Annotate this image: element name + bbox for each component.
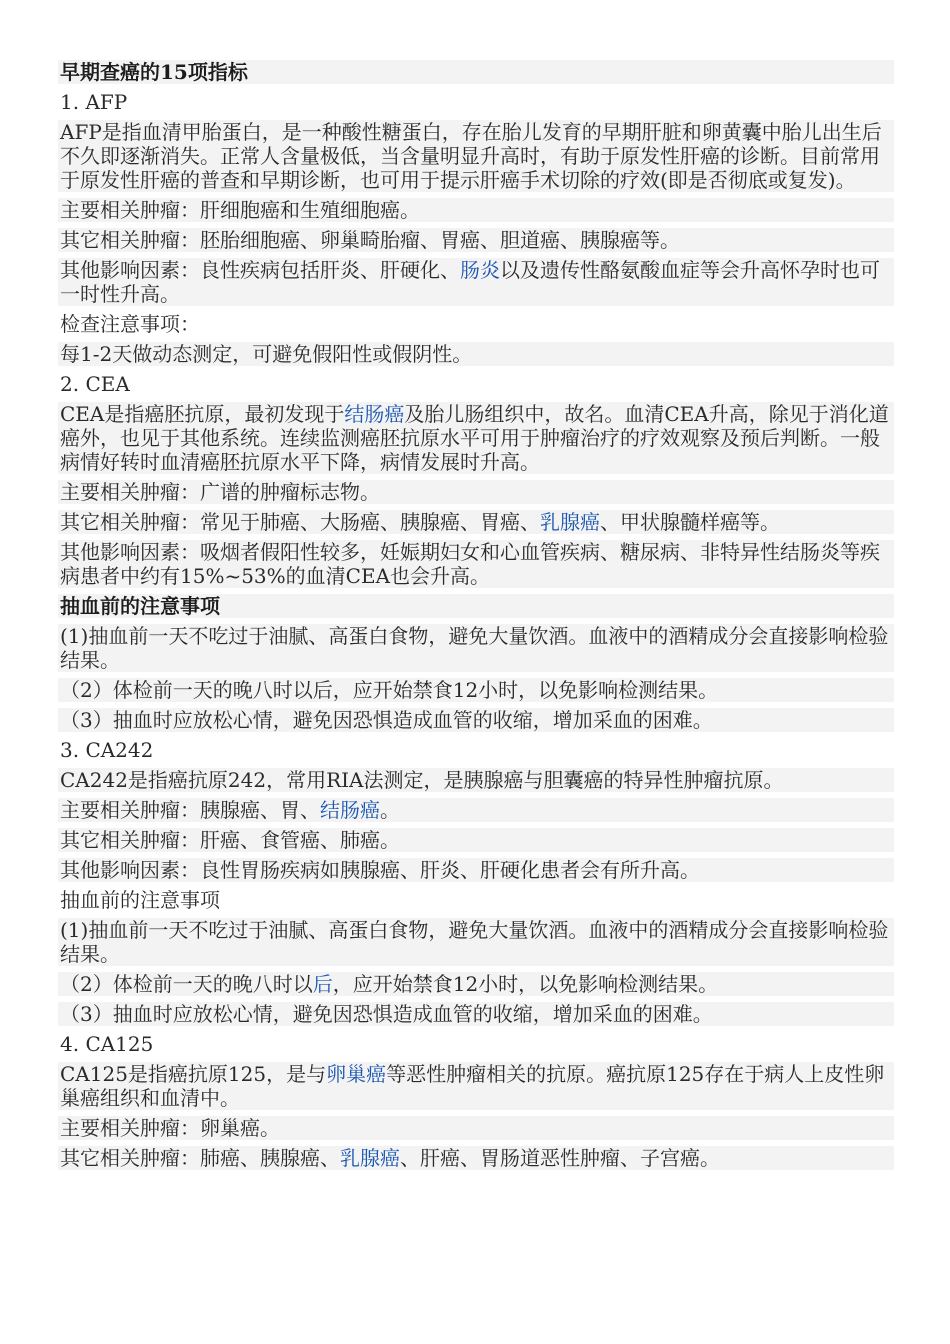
link-enteritis[interactable]: 肠炎	[460, 258, 500, 282]
afp-notice-label: 检查注意事项：	[58, 312, 894, 336]
ca125-other-tumors	[58, 1146, 894, 1170]
cea-other-text-end: 、甲状腺髓样癌等。	[600, 510, 780, 534]
link-colon-cancer-2[interactable]: 结肠癌	[320, 798, 380, 822]
link-breast-cancer-2[interactable]: 乳腺癌	[340, 1146, 400, 1170]
link-ovarian-cancer[interactable]: 卵巢癌	[326, 1062, 387, 1086]
ca125-heading: 4. CA125	[58, 1032, 894, 1056]
link-after[interactable]: 后	[312, 972, 333, 996]
blood-notice-2-item-2	[58, 972, 894, 996]
blood-notice-heading: 抽血前的注意事项	[58, 594, 894, 618]
cea-other-text: 其它相关肿瘤：常见于肺癌、大肠癌、胰腺癌、胃癌、	[60, 510, 540, 534]
blood-notice-item-1: (1)抽血前一天不吃过于油腻、高蛋白食物，避免大量饮酒。血液中的酒精成分会直接影响检验结果。	[58, 624, 894, 672]
ca125-other-text-end: 、肝癌、胃肠道恶性肿瘤、子宫癌。	[400, 1146, 720, 1170]
blood-notice-2-item-3: （3）抽血时应放松心情，避免因恐惧造成血管的收缩，增加采血的困难。	[58, 1002, 894, 1026]
blood-notice-2-item-2-text-end: ，应开始禁食12小时，以免影响检测结果。	[332, 972, 719, 996]
blood-notice-heading-2: 抽血前的注意事项	[58, 888, 894, 912]
ca125-description	[58, 1062, 894, 1110]
ca242-main-text: 主要相关肿瘤：胰腺癌、胃、	[60, 798, 320, 822]
ca125-desc-text: CA125是指癌抗原125，是与	[60, 1062, 327, 1086]
afp-factors-text: 其他影响因素：良性疾病包括肝炎、肝硬化、	[60, 258, 460, 282]
blood-notice-2-item-2-text: （2）体检前一天的晚八时以	[60, 972, 313, 996]
cea-main-tumors: 主要相关肿瘤：广谱的肿瘤标志物。	[58, 480, 894, 504]
ca125-desc-text-end: 等恶性肿瘤相关的抗原。癌抗原125存在于病人上皮性卵巢癌组织和血清中。	[60, 1062, 885, 1110]
afp-factors	[58, 258, 894, 306]
document-page	[58, 60, 894, 1176]
cea-other-tumors	[58, 510, 894, 534]
cea-desc-text: CEA是指癌胚抗原，最初发现于	[60, 402, 345, 426]
ca125-other-text: 其它相关肿瘤：肺癌、胰腺癌、	[60, 1146, 340, 1170]
blood-notice-2-item-1: (1)抽血前一天不吃过于油腻、高蛋白食物，避免大量饮酒。血液中的酒精成分会直接影响检验结果。	[58, 918, 894, 966]
ca125-main-tumors: 主要相关肿瘤：卵巢癌。	[58, 1116, 894, 1140]
afp-factors-text-end: 以及遗传性酪氨酸血症等会升高怀孕时也可一时性升高。	[60, 258, 880, 306]
cea-factors: 其他影响因素：吸烟者假阳性较多，妊娠期妇女和心血管疾病、糖尿病、非特异性结肠炎等疾病患者中约有15%~53%的血清CEA也会升高。	[58, 540, 894, 588]
ca242-factors: 其他影响因素：良性胃肠疾病如胰腺癌、肝炎、肝硬化患者会有所升高。	[58, 858, 894, 882]
ca242-main-tumors	[58, 798, 894, 822]
ca242-heading: 3. CA242	[58, 738, 894, 762]
ca242-other-tumors: 其它相关肿瘤：肝癌、食管癌、肺癌。	[58, 828, 894, 852]
afp-main-tumors: 主要相关肿瘤：肝细胞癌和生殖细胞癌。	[58, 198, 894, 222]
afp-other-tumors: 其它相关肿瘤：胚胎细胞癌、卵巢畸胎瘤、胃癌、胆道癌、胰腺癌等。	[58, 228, 894, 252]
link-breast-cancer[interactable]: 乳腺癌	[540, 510, 600, 534]
cea-description	[58, 402, 894, 474]
ca242-main-text-end: 。	[380, 798, 400, 822]
blood-notice-item-3: （3）抽血时应放松心情，避免因恐惧造成血管的收缩，增加采血的困难。	[58, 708, 894, 732]
cea-desc-text-end: 及胎儿肠组织中，故名。血清CEA升高，除见于消化道癌外，也见于其他系统。连续监测癌胚抗原水平可用于肿瘤治疗的疗效观察及预后判断。一般病情好转时血清癌胚抗原水平下降，病情发展时升高。	[60, 402, 889, 474]
ca242-description: CA242是指癌抗原242，常用RIA法测定，是胰腺癌与胆囊癌的特异性肿瘤抗原。	[58, 768, 894, 792]
afp-notice: 每1-2天做动态测定，可避免假阳性或假阴性。	[58, 342, 894, 366]
document-title: 早期查癌的15项指标	[58, 60, 894, 84]
afp-description: AFP是指血清甲胎蛋白，是一种酸性糖蛋白，存在胎儿发育的早期肝脏和卵黄囊中胎儿出生后不久即逐渐消失。正常人含量极低，当含量明显升高时，有助于原发性肝癌的诊断。目前常用于原发性肝癌的普查和早期诊断，也可用于提示肝癌手术切除的疗效(即是否彻底或复发)。	[58, 120, 894, 192]
afp-heading: 1. AFP	[58, 90, 894, 114]
cea-heading: 2. CEA	[58, 372, 894, 396]
blood-notice-item-2: （2）体检前一天的晚八时以后，应开始禁食12小时，以免影响检测结果。	[58, 678, 894, 702]
link-colon-cancer[interactable]: 结肠癌	[344, 402, 405, 426]
